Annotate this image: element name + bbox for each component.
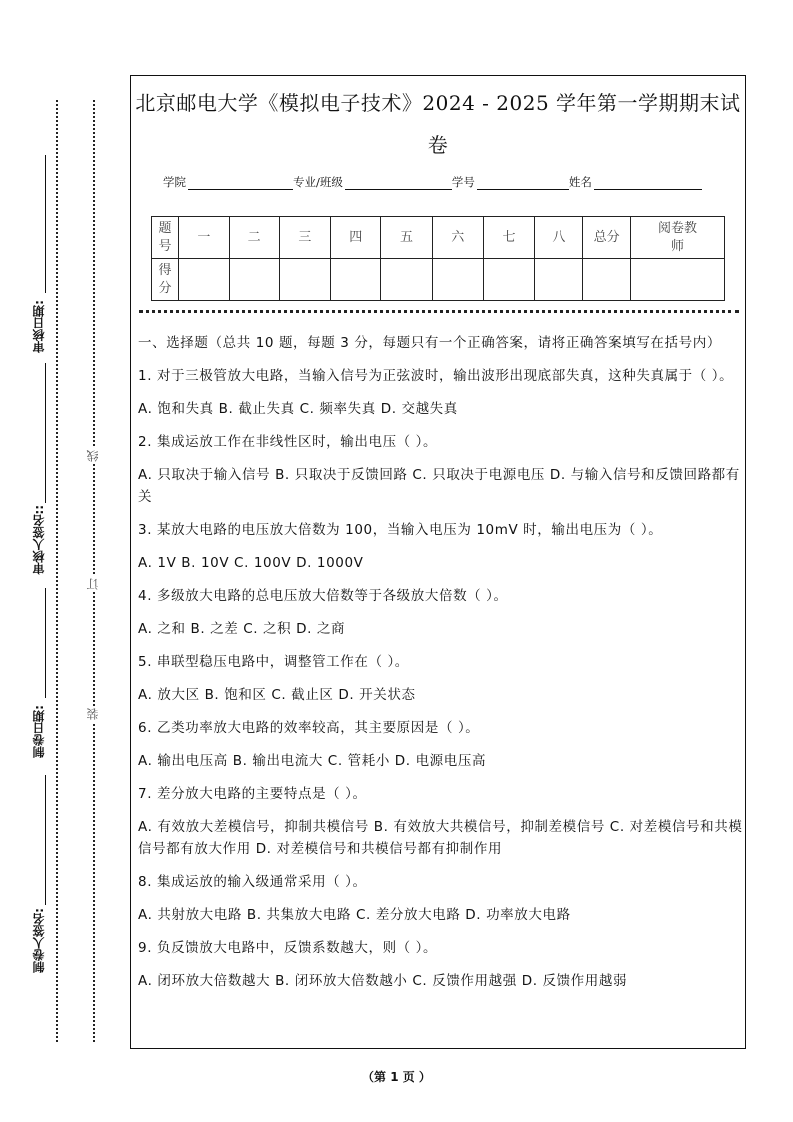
reviewer-signature-line xyxy=(45,363,46,503)
page-number: （第 1 页 ） xyxy=(362,1070,431,1084)
preparer-signature-line xyxy=(45,775,46,905)
preparer-signature-label: 制卷人签名: xyxy=(32,908,46,973)
section-choice-questions xyxy=(138,332,744,1003)
col-total: 总分 xyxy=(583,217,631,259)
col-7: 七 xyxy=(483,217,535,259)
question-6-options: A. 输出电压高 B. 输出电流大 C. 管耗小 D. 电源电压高 xyxy=(138,753,487,769)
col-1: 一 xyxy=(178,217,229,259)
question-5-stem: 5. 串联型稳压电路中，调整管工作在（ ）。 xyxy=(138,654,409,670)
question-number-header: 题号 xyxy=(152,217,179,259)
question-9-stem: 9. 负反馈放大电路中，反馈系数越大，则（ ）。 xyxy=(138,940,438,956)
binding-dotted-line-inner xyxy=(93,100,95,1042)
question-1-options: A. 饱和失真 B. 截止失真 C. 频率失真 D. 交越失真 xyxy=(138,401,458,417)
college-field[interactable] xyxy=(188,176,293,190)
exam-page-frame xyxy=(130,75,746,1049)
question-2-options: A. 只取决于输入信号 B. 只取决于反馈回路 C. 只取决于电源电压 D. 与输入信号和反馈回路都有关 xyxy=(138,467,740,505)
reviewer-signature-label: 审核人签名:: xyxy=(32,505,46,575)
score-cell-4[interactable] xyxy=(331,259,381,301)
question-4-options: A. 之和 B. 之差 C. 之积 D. 之商 xyxy=(138,621,346,637)
question-4-stem: 4. 多级放大电路的总电压放大倍数等于各级放大倍数（ ）。 xyxy=(138,588,508,604)
score-cell-6[interactable] xyxy=(432,259,483,301)
question-2-stem: 2. 集成运放工作在非线性区时，输出电压（ ）。 xyxy=(138,434,438,450)
col-8: 八 xyxy=(535,217,583,259)
review-date-line xyxy=(45,155,46,293)
exam-title-line2: 卷 xyxy=(427,133,449,157)
college-label: 学院 xyxy=(163,175,186,189)
score-table-score-row xyxy=(152,259,725,301)
score-cell-2[interactable] xyxy=(229,259,279,301)
question-7-stem: 7. 差分放大电路的主要特点是（ ）。 xyxy=(138,786,367,802)
exam-date-label: 制卷日期: xyxy=(32,705,46,758)
score-cell-total[interactable] xyxy=(583,259,631,301)
student-info-row xyxy=(163,174,702,190)
question-8-options: A. 共射放大电路 B. 共集放大电路 C. 差分放大电路 D. 功率放大电路 xyxy=(138,907,571,923)
binding-dotted-line-outer xyxy=(56,100,58,1042)
score-cell-3[interactable] xyxy=(279,259,331,301)
col-5: 五 xyxy=(381,217,433,259)
student-id-field[interactable] xyxy=(477,176,569,190)
review-date-label: 审核日期: xyxy=(32,300,46,353)
question-9-options: A. 闭环放大倍数越大 B. 闭环放大倍数越小 C. 反馈作用越强 D. 反馈作用越弱 xyxy=(138,973,628,989)
question-8-stem: 8. 集成运放的输入级通常采用（ ）。 xyxy=(138,874,367,890)
question-7-options: A. 有效放大差模信号，抑制共模信号 B. 有效放大共模信号，抑制差模信号 C. 对差模信号和共模信号都有放大作用 D. 对差模信号和共模信号都有抑制作用 xyxy=(138,819,743,857)
name-field[interactable] xyxy=(594,176,702,190)
major-class-field[interactable] xyxy=(345,176,452,190)
col-4: 四 xyxy=(331,217,381,259)
exam-title xyxy=(131,84,745,164)
col-6: 六 xyxy=(432,217,483,259)
section-heading: 一、选择题（总共 10 题，每题 3 分，每题只有一个正确答案，请将正确答案填写在括号内） xyxy=(138,335,721,351)
score-cell-1[interactable] xyxy=(178,259,229,301)
question-1-stem: 1. 对于三极管放大电路，当输入信号为正弦波时，输出波形出现底部失真，这种失真属于（ ）。 xyxy=(138,368,734,384)
binding-char-bind: 装 xyxy=(86,708,100,720)
exam-title-line1: 北京邮电大学《模拟电子技术》2024 - 2025 学年第一学期期末试 xyxy=(135,91,741,115)
score-table-header-row xyxy=(152,217,725,259)
score-cell-grader[interactable] xyxy=(631,259,725,301)
name-label: 姓名 xyxy=(568,175,592,189)
dotted-separator xyxy=(139,310,739,313)
score-cell-7[interactable] xyxy=(483,259,535,301)
question-3-options: A. 1V B. 10V C. 100V D. 1000V xyxy=(138,555,364,571)
question-5-options: A. 放大区 B. 饱和区 C. 截止区 D. 开关状态 xyxy=(138,687,416,703)
exam-date-line xyxy=(45,588,46,698)
score-header: 得分 xyxy=(152,259,179,301)
score-cell-8[interactable] xyxy=(535,259,583,301)
question-3-stem: 3. 某放大电路的电压放大倍数为 100，当输入电压为 10mV 时，输出电压为（ ）。 xyxy=(138,522,663,538)
major-class-label: 专业/班级 xyxy=(293,175,343,189)
score-table xyxy=(151,216,725,301)
score-cell-5[interactable] xyxy=(381,259,433,301)
col-2: 二 xyxy=(229,217,279,259)
question-6-stem: 6. 乙类功率放大电路的效率较高，其主要原因是（ ）。 xyxy=(138,720,480,736)
col-grader: 阅卷教师 xyxy=(631,217,725,259)
col-3: 三 xyxy=(279,217,331,259)
student-id-label: 学号 xyxy=(451,175,475,189)
binding-char-staple: 订 xyxy=(86,578,100,590)
binding-char-line: 线 xyxy=(86,450,100,462)
